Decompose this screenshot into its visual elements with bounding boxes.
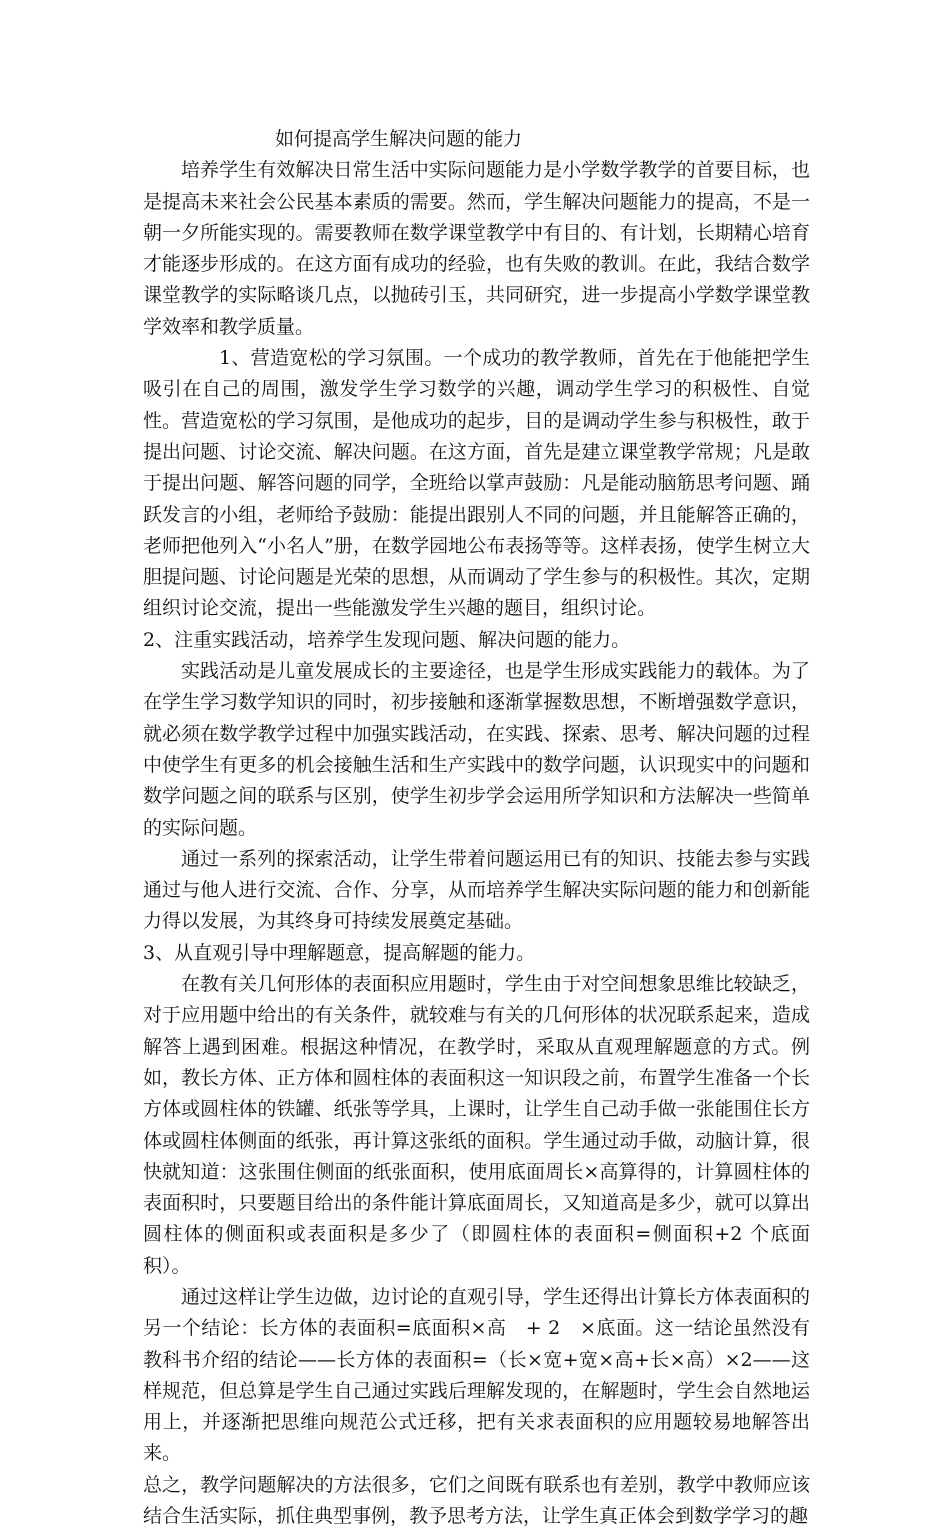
section-1-paragraph: 1、营造宽松的学习氛围。一个成功的教学教师，首先在于他能把学生吸引在自己的周围，激发学生学习数学的兴趣，调动学生学习的积极性、自觉性。营造宽松的学习氛围，是他成功的起步，目的是调动学生参与积极性，敢于提出问题、讨论交流、解决问题。在这方面，首先是建立课堂教学常规；凡是敢于提出问题、解答问题的同学，全班给以掌声鼓励：凡是能动脑筋思考问题、踊跃发言的小组，老师给予鼓励：能提出跟别人不同的问题，并且能解答正确的，老师把他列入“小名人”册，在数学园地公布表扬等等。这样表扬，使学生树立大胆提问题、讨论问题是光荣的思想，从而调动了学生参与的积极性。其次，定期组织讨论交流，提出一些能激发学生兴趣的题目，组织讨论。 [143,347,810,620]
document-page [143,124,810,1532]
section-2-heading: 2、注重实践活动，培养学生发现问题、解决问题的能力。 [143,628,631,651]
section-2-paragraph-1: 实践活动是儿童发展成长的主要途径，也是学生形成实践能力的载体。为了在学生学习数学知识的同时，初步接触和逐渐掌握数思想，不断增强数学意识，就必须在数学教学过程中加强实践活动，在实践、探索、思考、解决问题的过程中使学生有更多的机会接触生活和生产实践中的数学问题，认识现实中的问题和数学问题之间的联系与区别，使学生初步学会运用所学知识和方法解决一些简单的实际问题。 [143,660,810,839]
section-3-paragraph-2: 通过这样让学生边做，边讨论的直观引导，学生还得出计算长方体表面积的另一个结论：长方体的表面积=底面积×高 + 2 ×底面。这一结论虽然没有教科书介绍的结论——长方体的表面积=（长×宽+宽×高+长×高）×2——这样规范，但总算是学生自己通过实践后理解发现的，在解题时，学生会自然地运用上，并逐渐把思维向规范公式迁移，把有关求表面积的应用题较易地解答出来。 [143,1285,810,1465]
conclusion-paragraph: 总之，教学问题解决的方法很多，它们之间既有联系也有差别，教学中教师应该结合生活实际，抓住典型事例，教予思考方法，让学生真正体会到数学学习的趣 [143,1473,810,1528]
intro-paragraph: 培养学生有效解决日常生活中实际问题能力是小学数学教学的首要目标，也是提高未来社会公民基本素质的需要。然而，学生解决问题能力的提高，不是一朝一夕所能实现的。需要教师在数学课堂教学中有目的、有计划，长期精心培育才能逐步形成的。在这方面有成功的经验，也有失败的教训。在此，我结合数学课堂教学的实际略谈几点，以抛砖引玉，共同研究，进一步提高小学数学课堂教学效率和教学质量。 [143,159,810,338]
document-title: 如何提高学生解决问题的能力 [275,128,523,150]
section-3-heading: 3、从直观引导中理解题意，提高解题的能力。 [143,941,536,964]
section-2-paragraph-2: 通过一系列的探索活动，让学生带着问题运用已有的知识、技能去参与实践通过与他人进行交流、合作、分享，从而培养学生解决实际问题的能力和创新能力得以发展，为其终身可持续发展奠定基础。 [143,847,810,933]
section-3-paragraph-1: 在教有关几何形体的表面积应用题时，学生由于对空间想象思维比较缺乏，对于应用题中给出的有关条件，就较难与有关的几何形体的状况联系起来，造成解答上遇到困难。根据这种情况，在教学时，采取从直观理解题意的方式。例如，教长方体、正方体和圆柱体的表面积这一知识段之前，布置学生准备一个长方体或圆柱体的铁罐、纸张等学具，上课时，让学生自己动手做一张能围住长方体或圆柱体侧面的纸张，再计算这张纸的面积。学生通过动手做，动脑计算，很快就知道：这张围住侧面的纸张面积，使用底面周长×高算得的，计算圆柱体的表面积时，只要题目给出的条件能计算底面周长，又知道高是多少，就可以算出圆柱体的侧面积或表面积是多少了（即圆柱体的表面积=侧面积+2 个底面积）。 [143,973,810,1277]
